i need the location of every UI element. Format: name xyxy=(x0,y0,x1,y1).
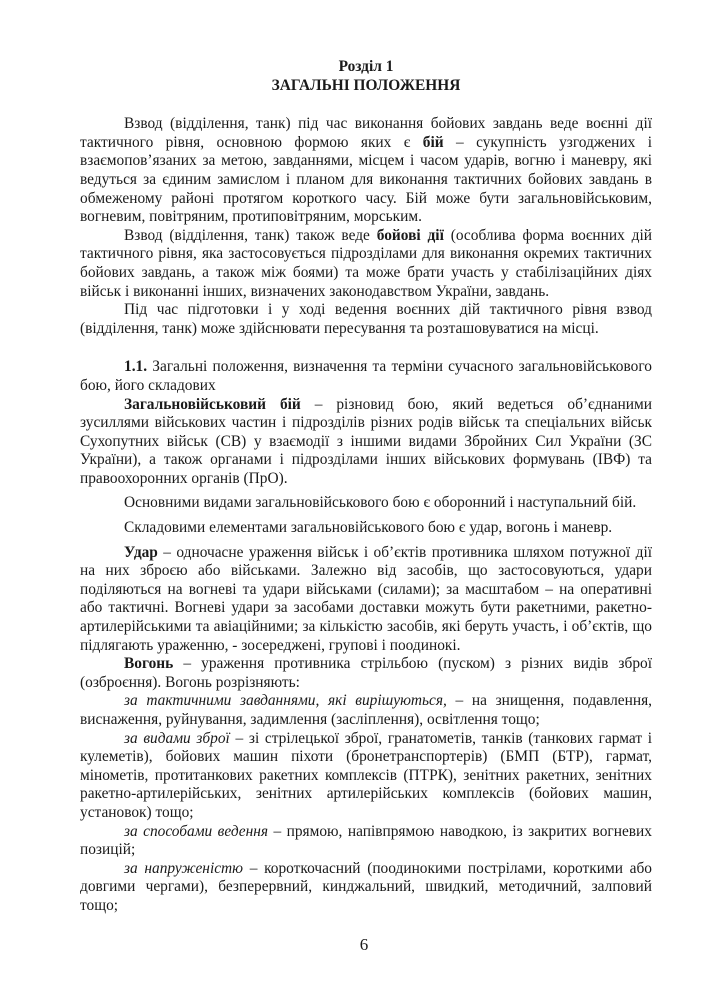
paragraph-fire-by-intensity xyxy=(80,860,652,916)
italic-term: за напруженістю xyxy=(124,859,244,877)
subsection-title: Загальні положення, визначення та терміни сучасного загальновійськового бою, його складових xyxy=(80,358,652,394)
paragraph-battle-definition xyxy=(80,115,652,227)
term-vohon: Вогонь xyxy=(124,655,174,673)
paragraph-text: – ураження противника стрільбою (пуском) з різних видів зброї (озброєння). Вогонь розрізняють: xyxy=(80,655,652,691)
subsection-heading xyxy=(80,358,652,395)
italic-term: за тактичними завданнями, які вирішуються, xyxy=(124,692,447,710)
italic-term: за способами ведення xyxy=(124,822,269,840)
subsection-number: 1.1. xyxy=(124,358,148,376)
paragraph-fire-by-weapons xyxy=(80,730,652,823)
paragraph-text: Взвод (відділення, танк) також веде xyxy=(124,226,377,244)
paragraph-text: – сукупність узгоджених і взаємопов’язаних за метою, завданнями, місцем і часом ударів, вогню і маневру, які ведуться за єдиним замислом і планом для виконання тактичних бойових завдань в обмеженому районі протягом короткого часу. Бій може бути загальновійськовим, вогневим, повітряним, протиповітряним, морським. xyxy=(80,133,652,226)
paragraph-text: (особлива форма воєнних дій тактичного рівня, яка застосовується підрозділами для виконання окремих тактичних бойових завдань, а також між боями) та може брати участь у стабілізаційних діях військ і виконанні інших, визначених законодавством України, завдань. xyxy=(80,226,653,300)
paragraph-text: – різновид бою, який ведеться об’єднаними зусиллями військових частин і підрозділів різних родів військ та спеціальних військ Сухопутних військ (СВ) у взаємодії з іншими видами Збройних Сил України (ЗС України), а також органами і підрозділами інших військових формувань (ІВФ) та правоохоронних органів (ПрО). xyxy=(80,395,652,487)
paragraph-preparation: Під час підготовки і у ході ведення воєнних дій тактичного рівня взвод (відділення, танк) може здійснювати пересування та розташовуватися на місці. xyxy=(80,301,652,337)
section-title: ЗАГАЛЬНІ ПОЛОЖЕННЯ xyxy=(271,76,461,94)
page-number: 6 xyxy=(359,935,369,954)
section-label: Розділ 1 xyxy=(338,58,394,75)
document-page xyxy=(80,58,652,916)
paragraph-text: – зі стрілецької зброї, гранатометів, танків (танкових гармат і кулеметів), бойових машин піхоти (бронетранспортерів) (БМП (БТР), гармат, мінометів, протитанкових ракетних комплексів (ПТРК), зенітних ракетних, зенітних ракетно-артилерійських, зенітних артилерійських комплексів (бойових машин, установок) тощо; xyxy=(80,729,653,821)
section-heading xyxy=(80,58,652,95)
paragraph-fire xyxy=(80,655,652,692)
term-boiovi-dii: бойові дії xyxy=(376,226,444,244)
paragraph-strike xyxy=(80,544,652,656)
term-udar: Удар xyxy=(124,543,158,561)
paragraph-main-types: Основними видами загальновійськового бою є оборонний і наступальний бій. xyxy=(124,494,637,512)
paragraph-combined-arms xyxy=(80,396,652,489)
term-combined-arms-battle: Загальновійськовий бій xyxy=(124,395,301,413)
paragraph-text: – прямою, напівпрямою наводкою, із закритих вогневих позицій; xyxy=(80,822,652,859)
italic-term: за видами зброї xyxy=(124,729,230,747)
paragraph-combat-actions xyxy=(80,227,652,301)
paragraph-text: – одночасне ураження військ і об’єктів противника шляхом потужної дії на них зброєю або військами. Залежно від засобів, що застосовуються, удари поділяються на вогневі та удари військами (силами); за масштабом – на оперативні або тактичні. Вогневі удари за засобами доставки можуть бути ракетними, ракетно-артилерійськими та авіаційними; за кількістю засобів, які беруть участь, і об’єктів, що підлягають ураженню, - зосереджені, групові і поодинокі. xyxy=(80,543,652,654)
paragraph-fire-by-tasks xyxy=(80,692,652,729)
paragraph-fire-by-methods xyxy=(80,823,652,860)
paragraph-components: Складовими елементами загальновійськового бою є удар, вогонь і маневр. xyxy=(124,519,613,537)
paragraph-text: Взвод (відділення, танк) під час виконання бойових завдань веде воєнні дії тактичного рівня, основною формою яких є xyxy=(80,115,652,151)
term-boi: бій xyxy=(422,133,444,151)
paragraph-text: – короткочасний (поодинокими пострілами, короткими або довгими чергами), безперервний, кинджальний, швидкий, методичний, залповий тощо; xyxy=(80,859,652,914)
paragraph-text: – на знищення, подавлення, виснаження, руйнування, задимлення (засліплення), освітлення тощо; xyxy=(80,692,652,728)
